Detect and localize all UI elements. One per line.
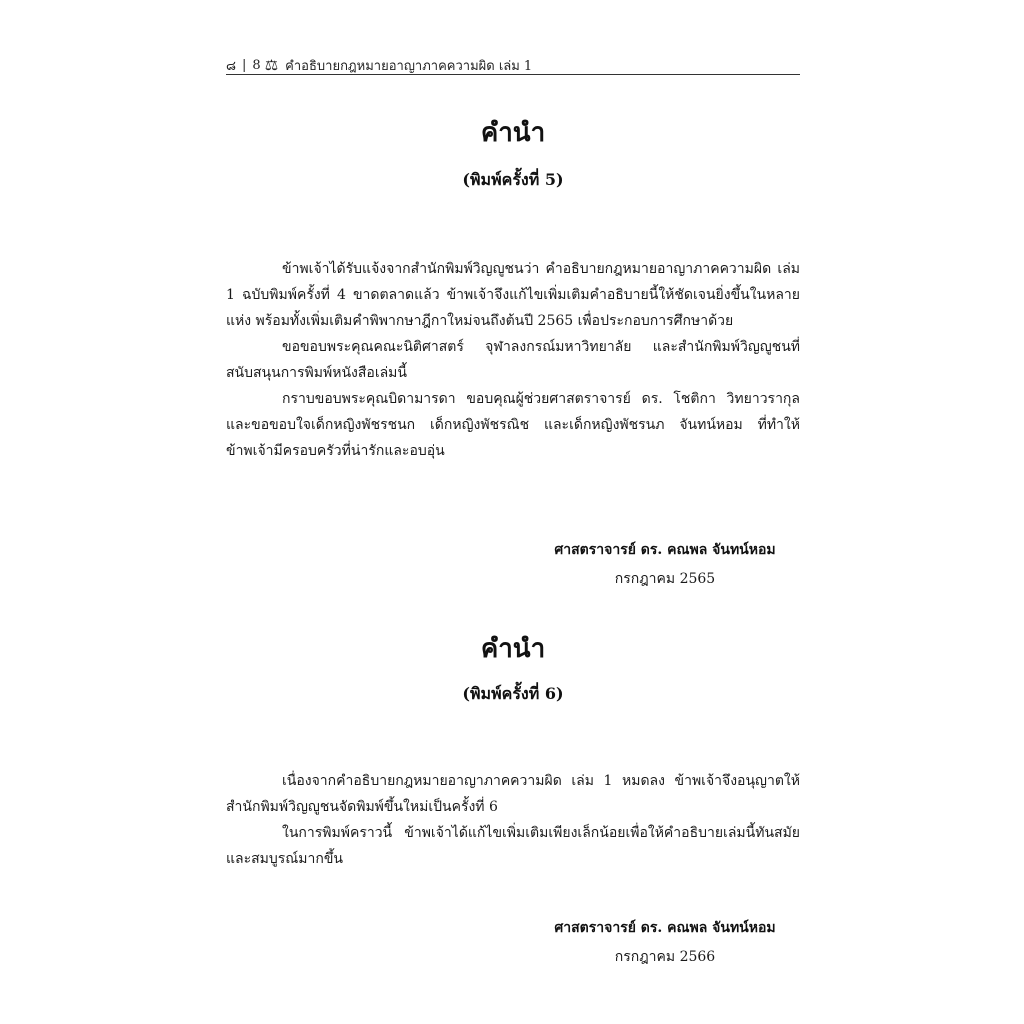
preface-6-title: คำนำ	[480, 634, 546, 664]
scales-of-justice-icon: ⚖	[264, 55, 279, 74]
running-header	[226, 54, 800, 76]
preface-5-title: คำนำ	[480, 118, 546, 148]
header-rule	[226, 74, 800, 75]
book-title: คำอธิบายกฎหมายอาญาภาคความผิด เล่ม 1	[285, 58, 533, 74]
preface-5-paragraph: กราบขอบพระคุณบิดามารดา ขอบคุณผู้ช่วยศาสตราจารย์ ดร. โชติกา วิทยาวรากุล และขอขอบใจเด็กหญิงพัชรชนก เด็กหญิงพัชรณิช และเด็กหญิงพัชรนภ จันทน์หอม ที่ทำให้ข้าพเจ้ามีครอบครัวที่น่ารักและอบอุ่น	[226, 391, 800, 459]
preface-6-subtitle: (พิมพ์ครั้งที่ 6)	[462, 684, 564, 703]
preface-5-date: กรกฎาคม 2565	[614, 571, 716, 587]
page-number-arabic: 8	[252, 57, 261, 73]
preface-6-body	[226, 768, 800, 872]
preface-5-paragraph: ข้าพเจ้าได้รับแจ้งจากสำนักพิมพ์วิญญูชนว่า คำอธิบายกฎหมายอาญาภาคความผิด เล่ม 1 ฉบับพิมพ์ครั้งที่ 4 ขาดตลาดแล้ว ข้าพเจ้าจึงแก้ไขเพิ่มเติมคำอธิบายนี้ให้ชัดเจนยิ่งขึ้นในหลายแห่ง พร้อมทั้งเพิ่มเติมคำพิพากษาฎีกาใหม่จนถึงต้นปี 2565 เพื่อประกอบการศึกษาด้วย	[226, 261, 800, 329]
preface-5-paragraph: ขอขอบพระคุณคณะนิติศาสตร์ จุฬาลงกรณ์มหาวิทยาลัย และสำนักพิมพ์วิญญูชนที่สนับสนุนการพิมพ์หนังสือเล่มนี้	[226, 339, 800, 381]
preface-5-body	[226, 256, 800, 464]
header-separator: |	[242, 57, 247, 73]
preface-5-signature: ศาสตราจารย์ ดร. คณพล จันทน์หอม	[554, 542, 776, 558]
preface-6-date: กรกฎาคม 2566	[614, 949, 716, 965]
preface-6-paragraph: เนื่องจากคำอธิบายกฎหมายอาญาภาคความผิด เล่ม 1 หมดลง ข้าพเจ้าจึงอนุญาตให้สำนักพิมพ์วิญญูชนจัดพิมพ์ขึ้นใหม่เป็นครั้งที่ 6	[226, 773, 800, 815]
page-number-thai: ๘	[226, 58, 237, 74]
preface-6-paragraph: ในการพิมพ์คราวนี้ ข้าพเจ้าได้แก้ไขเพิ่มเติมเพียงเล็กน้อยเพื่อให้คำอธิบายเล่มนี้ทันสมัยและสมบูรณ์มากขึ้น	[226, 825, 800, 867]
preface-6-signature: ศาสตราจารย์ ดร. คณพล จันทน์หอม	[554, 920, 776, 936]
preface-5-subtitle: (พิมพ์ครั้งที่ 5)	[462, 170, 564, 189]
